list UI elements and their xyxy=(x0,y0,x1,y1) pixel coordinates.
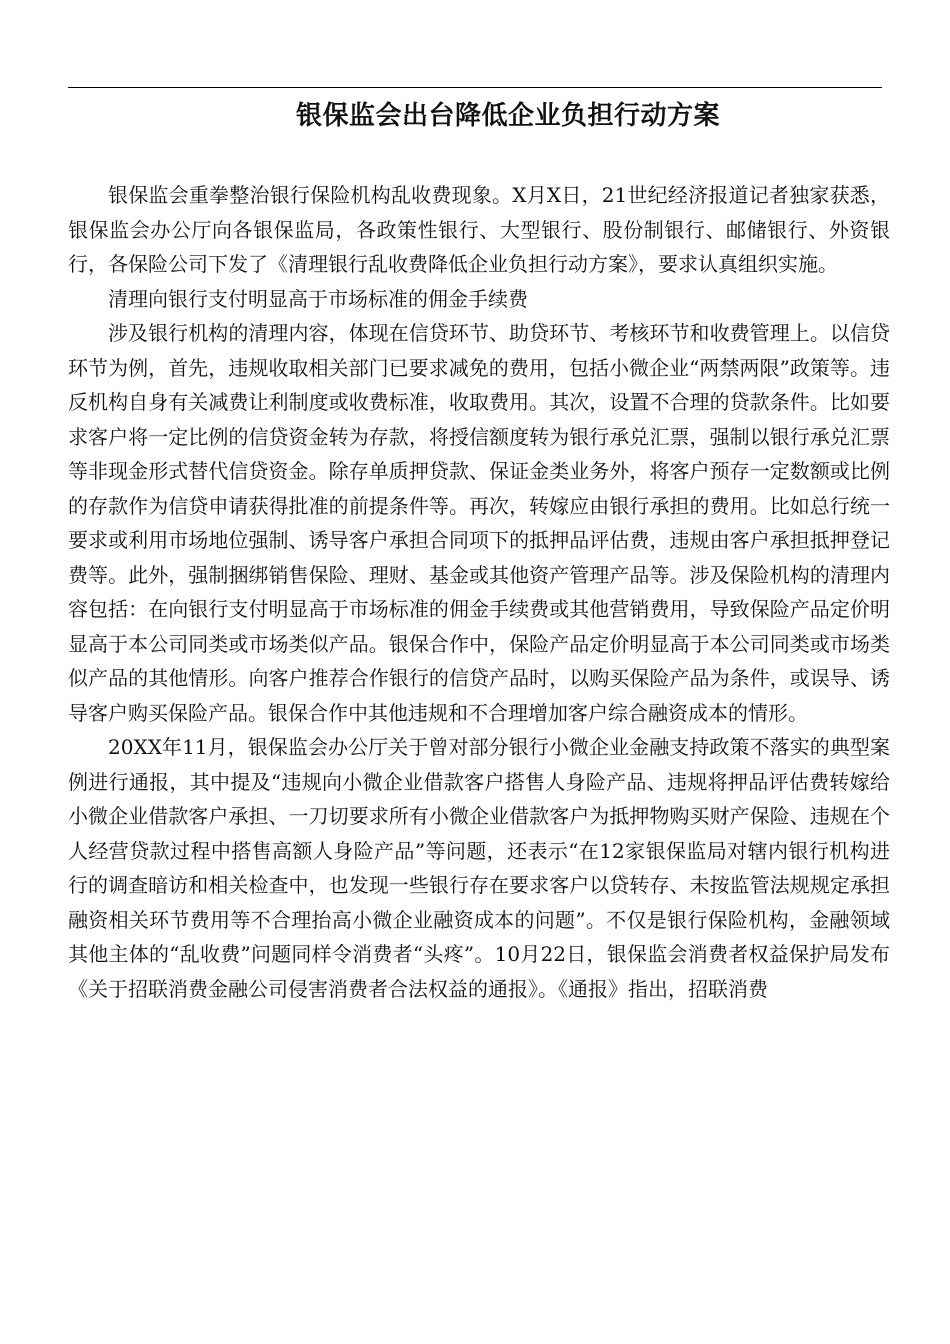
document-body xyxy=(68,178,890,1006)
paragraph-intro: 银保监会重拳整治银行保险机构乱收费现象。X月X日，21世纪经济报道记者独家获悉，银保监会办公厅向各银保监局，各政策性银行、大型银行、股份制银行、邮储银行、外资银行，各保险公司下发了《清理银行乱收费降低企业负担行动方案》，要求认真组织实施。 xyxy=(68,183,890,276)
document-title: 银保监会出台降低企业负担行动方案 xyxy=(295,101,720,131)
paragraph-case-report: 20XX年11月，银保监会办公厅关于曾对部分银行小微企业金融支持政策不落实的典型案例进行通报，其中提及“违规向小微企业借款客户搭售人身险产品、违规将押品评估费转嫁给小微企业借款客户承担、一刀切要求所有小微企业借款客户为抵押物购买财产保险、违规在个人经营贷款过程中搭售高额人身险产品”等问题，还表示“在12家银保监局对辖内银行机构进行的调查暗访和相关检查中，也发现一些银行存在要求客户以贷转存、未按监管法规规定承担融资相关环节费用等不合理抬高小微企业融资成本的问题”。不仅是银行保险机构，金融领域其他主体的“乱收费”问题同样令消费者“头疼”。10月22日，银保监会消费者权益保护局发布《关于招联消费金融公司侵害消费者合法权益的通报》。《通报》指出，招联消费 xyxy=(68,735,890,1001)
header-rule xyxy=(68,87,882,88)
paragraph-bank-cleanup: 涉及银行机构的清理内容，体现在信贷环节、助贷环节、考核环节和收费管理上。以信贷环节为例，首先，违规收取相关部门已要求减免的费用，包括小微企业“两禁两限”政策等。违反机构自身有关减费让利制度或收费标准，收取费用。其次，设置不合理的贷款条件。比如要求客户将一定比例的信贷资金转为存款，将授信额度转为银行承兑汇票，强制以银行承兑汇票等非现金形式替代信贷资金。除存单质押贷款、保证金类业务外，将客户预存一定数额或比例的存款作为信贷申请获得批准的前提条件等。再次，转嫁应由银行承担的费用。比如总行统一要求或利用市场地位强制、诱导客户承担合同项下的抵押品评估费，违规由客户承担抵押登记费等。此外，强制捆绑销售保险、理财、基金或其他资产管理产品等。涉及保险机构的清理内容包括：在向银行支付明显高于市场标准的佣金手续费或其他营销费用，导致保险产品定价明显高于本公司同类或市场类似产品。银保合作中，保险产品定价明显高于本公司同类或市场类似产品的其他情形。向客户推荐合作银行的信贷产品时，以购买保险产品为条件，或误导、诱导客户购买保险产品。银保合作中其他违规和不合理增加客户综合融资成本的情形。 xyxy=(68,321,890,725)
paragraph-subheading: 清理向银行支付明显高于市场标准的佣金手续费 xyxy=(108,286,528,311)
